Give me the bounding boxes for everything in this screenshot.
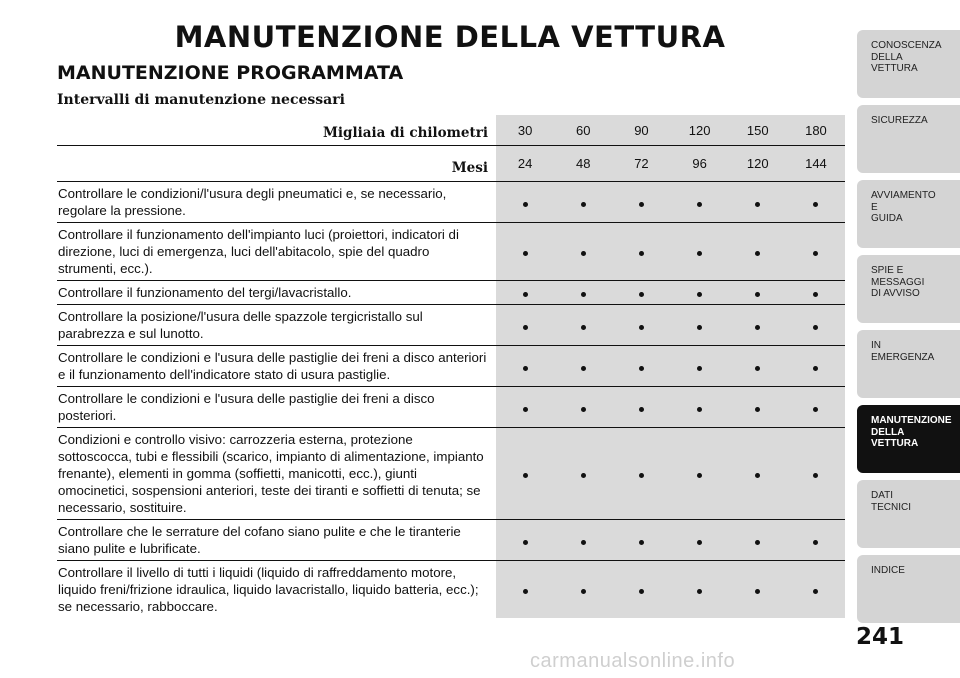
mark-cell xyxy=(671,428,729,519)
header-cell: 30 xyxy=(517,122,533,138)
header-cell: 120 xyxy=(746,156,769,171)
chapter-tab[interactable]: AVVIAMENTO E GUIDA xyxy=(857,180,960,248)
row-description: Controllare le condizioni e l'usura delle pastiglie dei freni a disco anteriori e il funzionamento dell'indicatore stato di usura pastiglie. xyxy=(58,350,487,382)
bullet-icon xyxy=(639,366,644,371)
mark-cell xyxy=(729,520,787,560)
bullet-icon xyxy=(639,540,644,545)
bullet-icon xyxy=(581,366,586,371)
bullet-icon xyxy=(755,202,760,207)
mark-cell xyxy=(496,305,554,345)
bullet-icon xyxy=(697,325,702,330)
row-marks xyxy=(496,520,845,560)
mark-cell xyxy=(612,223,670,280)
mark-cell xyxy=(787,281,845,304)
header-cell: 48 xyxy=(576,156,591,171)
bullet-icon xyxy=(523,589,528,594)
mark-cell xyxy=(496,346,554,386)
section-title: MANUTENZIONE PROGRAMMATA xyxy=(57,62,404,84)
mark-cell xyxy=(612,428,670,519)
mark-cell xyxy=(554,223,612,280)
bullet-icon xyxy=(523,407,528,412)
table-row xyxy=(57,387,845,428)
header-cell: 144 xyxy=(805,156,827,171)
bullet-icon xyxy=(697,589,702,594)
header-cell: 96 xyxy=(692,156,707,171)
mark-cell xyxy=(729,223,787,280)
bullet-icon xyxy=(813,366,818,371)
header-row-months xyxy=(57,146,845,182)
row-description: Condizioni e controllo visivo: carrozzeria esterna, protezione sottoscocca, tubi e flessibili (scarico, impianto di alimentazione, impianto frenante), elementi in gomma (soffietti, manicotti, ecc.), giunti omocinetici, sospensioni anteriori, teste dei tiranti e soffietti di tenuta; se necessario, sostituire. xyxy=(58,432,484,515)
mark-cell xyxy=(554,428,612,519)
bullet-icon xyxy=(813,540,818,545)
mark-cell xyxy=(671,223,729,280)
mark-cell xyxy=(496,281,554,304)
mark-cell xyxy=(787,561,845,618)
chapter-tab[interactable]: CONOSCENZA DELLA VETTURA xyxy=(857,30,960,98)
bullet-icon xyxy=(813,407,818,412)
table-row xyxy=(57,281,845,305)
mark-cell xyxy=(554,182,612,222)
table-row xyxy=(57,223,845,281)
bullet-icon xyxy=(755,366,760,371)
mark-cell xyxy=(671,305,729,345)
mark-cell xyxy=(554,346,612,386)
mark-cell xyxy=(729,305,787,345)
header-cell: 72 xyxy=(634,156,649,171)
chapter-tabs xyxy=(857,30,960,630)
mark-cell xyxy=(787,387,845,427)
bullet-icon xyxy=(639,325,644,330)
mark-cell xyxy=(612,520,670,560)
table-row xyxy=(57,305,845,346)
bullet-icon xyxy=(813,202,818,207)
bullet-icon xyxy=(813,251,818,256)
row-marks xyxy=(496,281,845,304)
header-cell: 180 xyxy=(805,122,827,138)
header-km-values xyxy=(496,115,845,145)
bullet-icon xyxy=(639,407,644,412)
mark-cell xyxy=(729,561,787,618)
mark-cell xyxy=(612,561,670,618)
mark-cell xyxy=(554,281,612,304)
bullet-icon xyxy=(697,407,702,412)
mark-cell xyxy=(496,428,554,519)
bullet-icon xyxy=(581,473,586,478)
bullet-icon xyxy=(697,366,702,371)
header-cell: 60 xyxy=(576,122,591,138)
row-description: Controllare il funzionamento dell'impianto luci (proiettori, indicatori di direzione, luci di emergenza, luci dell'abitacolo, spie del quadro strumenti, ecc.). xyxy=(58,227,459,276)
bullet-icon xyxy=(639,589,644,594)
bullet-icon xyxy=(813,325,818,330)
header-cell: 120 xyxy=(688,122,711,138)
bullet-icon xyxy=(813,292,818,297)
mark-cell xyxy=(729,346,787,386)
header-cell: 150 xyxy=(746,122,769,138)
table-body xyxy=(57,182,845,618)
bullet-icon xyxy=(755,473,760,478)
mark-cell xyxy=(554,305,612,345)
watermark: carmanualsonline.info xyxy=(530,650,736,672)
header-cell: 90 xyxy=(634,122,649,138)
row-marks xyxy=(496,182,845,222)
bullet-icon xyxy=(581,540,586,545)
bullet-icon xyxy=(639,292,644,297)
table-row xyxy=(57,428,845,520)
row-marks xyxy=(496,223,845,280)
bullet-icon xyxy=(755,407,760,412)
mark-cell xyxy=(729,387,787,427)
mark-cell xyxy=(787,520,845,560)
row-description: Controllare il funzionamento del tergi/lavacristallo. xyxy=(58,285,352,300)
row-description: Controllare la posizione/l'usura delle spazzole tergicristallo sul parabrezza e sul lunotto. xyxy=(58,309,423,341)
mark-cell xyxy=(729,182,787,222)
row-description: Controllare le condizioni e l'usura delle pastiglie dei freni a disco posteriori. xyxy=(58,391,435,423)
mark-cell xyxy=(612,182,670,222)
bullet-icon xyxy=(755,589,760,594)
chapter-tab[interactable]: INDICE xyxy=(857,555,960,623)
mark-cell xyxy=(671,561,729,618)
table-row xyxy=(57,561,845,618)
chapter-tab[interactable]: SICUREZZA xyxy=(857,105,960,173)
mark-cell xyxy=(671,387,729,427)
bullet-icon xyxy=(697,540,702,545)
bullet-icon xyxy=(697,292,702,297)
chapter-tab[interactable]: DATI TECNICI xyxy=(857,480,960,548)
row-description: Controllare il livello di tutti i liquidi (liquido di raffreddamento motore, liquido freni/frizione idraulica, liquido lavacristallo, liquido batteria, ecc.); se necessario, rabboccare. xyxy=(58,565,479,614)
row-marks xyxy=(496,346,845,386)
mark-cell xyxy=(554,387,612,427)
bullet-icon xyxy=(581,251,586,256)
table-subtitle: Intervalli di manutenzione necessari xyxy=(57,92,345,108)
bullet-icon xyxy=(639,251,644,256)
mark-cell xyxy=(787,428,845,519)
mark-cell xyxy=(496,520,554,560)
bullet-icon xyxy=(697,202,702,207)
mark-cell xyxy=(612,305,670,345)
bullet-icon xyxy=(697,251,702,256)
bullet-icon xyxy=(697,473,702,478)
bullet-icon xyxy=(639,473,644,478)
bullet-icon xyxy=(755,540,760,545)
mark-cell xyxy=(496,387,554,427)
mark-cell xyxy=(496,182,554,222)
mark-cell xyxy=(787,305,845,345)
bullet-icon xyxy=(755,251,760,256)
header-months-label: Mesi xyxy=(451,159,488,176)
header-km-label: Migliaia di chilometri xyxy=(322,125,488,141)
mark-cell xyxy=(787,346,845,386)
mark-cell xyxy=(671,520,729,560)
bullet-icon xyxy=(581,292,586,297)
bullet-icon xyxy=(755,292,760,297)
header-row-km xyxy=(57,115,845,146)
mark-cell xyxy=(612,387,670,427)
mark-cell xyxy=(671,281,729,304)
page-title: MANUTENZIONE DELLA VETTURA xyxy=(174,20,726,54)
table-row xyxy=(57,346,845,387)
bullet-icon xyxy=(581,202,586,207)
table-row xyxy=(57,182,845,223)
row-marks xyxy=(496,428,845,519)
mark-cell xyxy=(729,281,787,304)
mark-cell xyxy=(787,223,845,280)
table-row xyxy=(57,520,845,561)
chapter-tab[interactable]: SPIE E MESSAGGI DI AVVISO xyxy=(857,255,960,323)
bullet-icon xyxy=(523,202,528,207)
mark-cell xyxy=(554,561,612,618)
bullet-icon xyxy=(523,325,528,330)
header-months-values xyxy=(496,146,845,181)
bullet-icon xyxy=(523,473,528,478)
mark-cell xyxy=(787,182,845,222)
bullet-icon xyxy=(581,325,586,330)
bullet-icon xyxy=(639,202,644,207)
bullet-icon xyxy=(523,540,528,545)
bullet-icon xyxy=(813,589,818,594)
bullet-icon xyxy=(523,292,528,297)
mark-cell xyxy=(671,182,729,222)
mark-cell xyxy=(496,561,554,618)
bullet-icon xyxy=(523,366,528,371)
row-marks xyxy=(496,387,845,427)
mark-cell xyxy=(554,520,612,560)
chapter-tab[interactable]: MANUTENZIONE DELLA VETTURA xyxy=(857,405,960,473)
maintenance-table xyxy=(57,115,845,618)
bullet-icon xyxy=(523,251,528,256)
page-number: 241 xyxy=(856,624,905,650)
mark-cell xyxy=(612,346,670,386)
row-description: Controllare che le serrature del cofano siano pulite e che le tiranterie siano pulite e lubrificate. xyxy=(58,524,461,556)
bullet-icon xyxy=(813,473,818,478)
chapter-tab[interactable]: IN EMERGENZA xyxy=(857,330,960,398)
bullet-icon xyxy=(581,407,586,412)
row-description: Controllare le condizioni/l'usura degli pneumatici e, se necessario, regolare la pressione. xyxy=(58,186,447,218)
mark-cell xyxy=(496,223,554,280)
row-marks xyxy=(496,305,845,345)
bullet-icon xyxy=(581,589,586,594)
row-marks xyxy=(496,561,845,618)
bullet-icon xyxy=(755,325,760,330)
mark-cell xyxy=(612,281,670,304)
header-cell: 24 xyxy=(517,156,533,171)
mark-cell xyxy=(729,428,787,519)
mark-cell xyxy=(671,346,729,386)
